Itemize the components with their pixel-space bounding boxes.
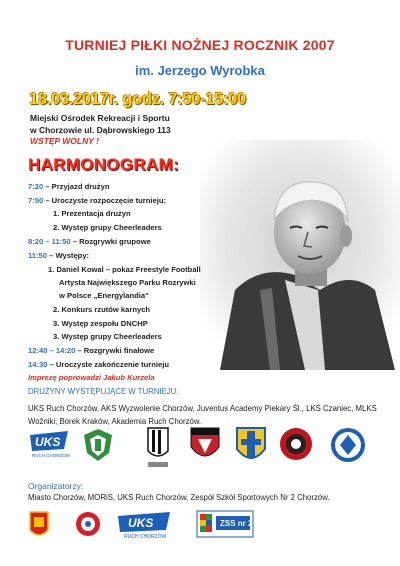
schedule-text: – Uroczyste zakończenie turnieju	[47, 360, 169, 369]
venue-line-1: Miejski Ośrodek Rekreacji i Sportu	[30, 113, 170, 123]
zss-logo-text: ZSS nr 2	[220, 519, 253, 528]
czaniec-crest-icon	[188, 425, 222, 467]
schedule-text: – Rozgrywki grupowe	[70, 237, 151, 246]
schedule-item	[28, 346, 154, 355]
uks-logo-caption-2: RUCH CHORZÓW	[124, 534, 167, 540]
schedule-subitem: 3. Występ grupy Cheerleaders	[53, 332, 162, 341]
schedule-subitem: w Polsce „Energylandia"	[59, 291, 149, 300]
organizer-logos	[28, 508, 268, 544]
schedule-item	[28, 251, 89, 260]
schedule-time: 7:20	[28, 182, 44, 191]
uks-logo-text-2: UKS	[128, 516, 154, 530]
wozniki-crest-icon	[233, 425, 269, 467]
schedule-text: – Rozgrywki finałowe	[75, 346, 155, 355]
schedule-item	[28, 196, 166, 205]
organizers-heading: Organizatorzy:	[28, 481, 84, 491]
teams-list: UKS Ruch Chorzów, AKS Wyzwolenie Chorzów, Juventus Academy Piekary Śl., LKS Czaniec, MLKS Woźniki, Borek Kraków, Akademia Ruch Chorzów.	[28, 404, 377, 426]
schedule-time: 8:20 – 11:50	[28, 237, 71, 246]
uks-logo-text: UKS	[35, 435, 61, 449]
schedule-item	[28, 360, 169, 369]
poster-subtitle: im. Jerzego Wyrobka	[135, 63, 265, 78]
borek-crest-icon	[278, 425, 314, 463]
poster-title: TURNIEJ PIŁKI NOŻNEJ ROCZNIK 2007	[65, 37, 335, 53]
schedule-subitem: 1. Prezentacja drużyn	[53, 209, 131, 218]
uks-logo-caption: RUCH CHORZÓW	[32, 453, 70, 458]
moris-logo-icon	[74, 510, 102, 538]
host-note: Imprezę poprowadzi Jakub Kurzela	[28, 373, 155, 382]
akademia-ruch-crest-icon	[328, 425, 368, 465]
organizers-list: Miasto Chorzów, MORiS, UKS Ruch Chorzów, Zespół Szkół Sportowych Nr 2 Chorzów.	[28, 493, 330, 502]
schedule-time: 14:30	[28, 360, 48, 369]
schedule-subitem: 3. Występ zespołu DNCHP	[53, 319, 148, 328]
schedule-subitem: Artysta Największego Parku Rozrywki	[59, 278, 196, 287]
venue-block	[30, 113, 171, 148]
schedule-heading: HARMONOGRAM:	[28, 155, 179, 174]
schedule-time: 11:50	[28, 251, 48, 260]
uks-ruch-logo	[28, 427, 72, 459]
wyzwolenie-crest-icon	[78, 425, 118, 465]
portrait-photo	[200, 140, 400, 370]
schedule-item	[28, 182, 109, 191]
event-date: 18.03.2017r. godz. 7:50-15:00	[29, 90, 246, 108]
schedule-subitem: 1. Daniel Kowal – pokaz Freestyle Football	[48, 265, 201, 274]
schedule-time: 7:50	[28, 196, 44, 205]
zss2-logo-icon	[196, 510, 254, 538]
schedule-subitem: 2. Występ grupy Cheerleaders	[53, 223, 162, 232]
schedule-subitem: 2. Konkurs rzutów karnych	[53, 305, 151, 314]
juventus-crest-icon	[145, 425, 171, 469]
schedule-item	[28, 237, 151, 246]
teams-heading: DRUŻYNY WYSTĘPUJĄCE W TURNIEJU:	[28, 387, 179, 396]
schedule-text: – Przyjazd drużyn	[43, 182, 110, 191]
schedule-text: – Uroczyste rozpoczęcie turnieju:	[43, 196, 167, 205]
team-logos	[28, 425, 398, 475]
schedule-text: – Występy:	[47, 251, 90, 260]
chorzow-crest-icon	[28, 510, 50, 540]
venue-line-2: w Chorzowie ul. Dąbrowskiego 113	[30, 124, 171, 135]
free-entry-note: WSTĘP WOLNY !	[30, 136, 99, 146]
uks-ruch-logo-2	[116, 510, 174, 540]
schedule-time: 12:40 – 14:20	[28, 346, 76, 355]
